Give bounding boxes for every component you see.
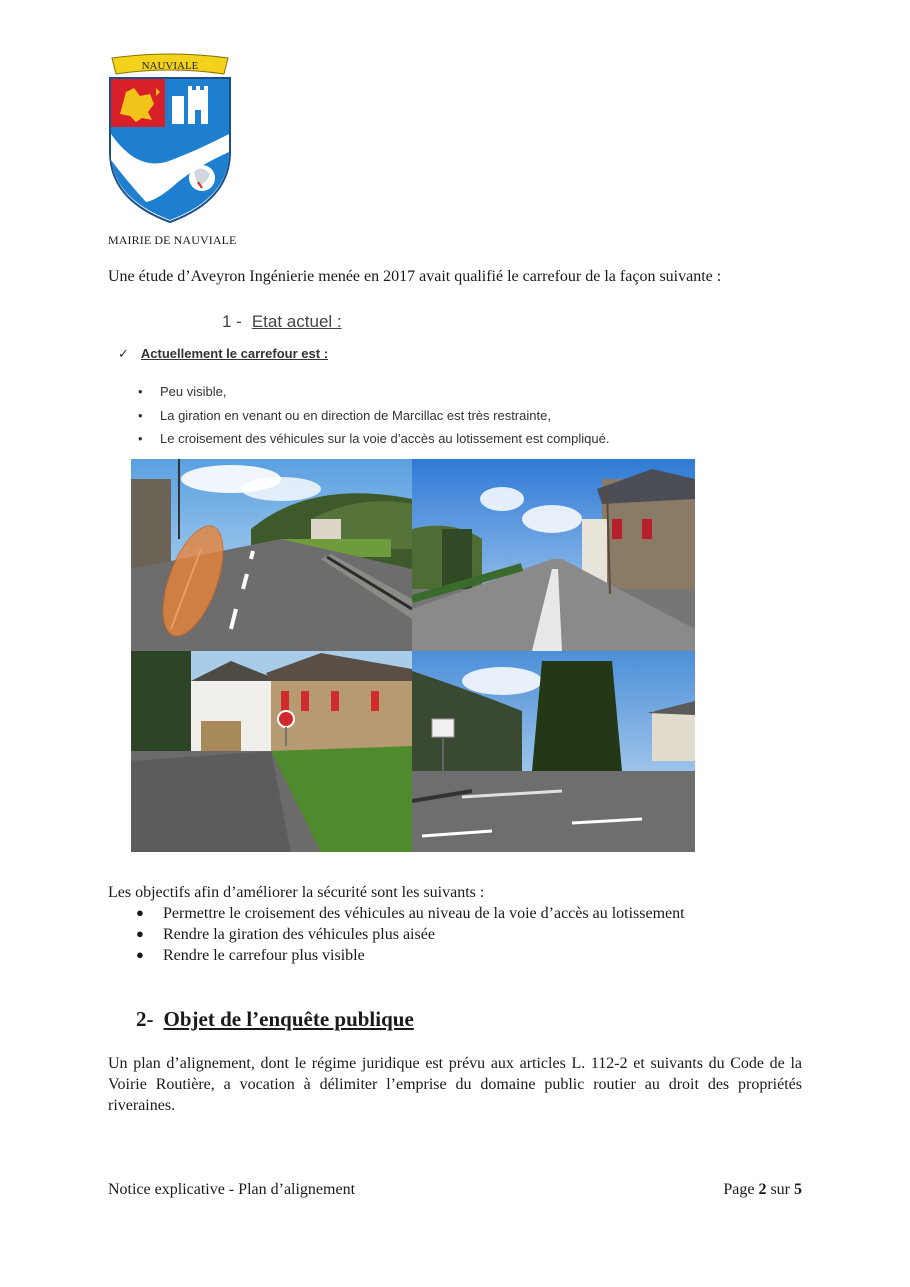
nauviale-coat-of-arms-logo xyxy=(106,52,234,224)
figure-bullet xyxy=(138,384,226,399)
objective-item xyxy=(136,905,685,923)
objective-item xyxy=(136,947,365,965)
section-heading xyxy=(136,1007,414,1032)
figure-bullet-text: La giration en venant ou en direction de Marcillac est très restrainte, xyxy=(160,408,551,423)
figure-label-row xyxy=(118,346,328,362)
photo-road-junction-highlighted xyxy=(131,459,412,651)
bullet-icon: • xyxy=(138,408,143,423)
figure-number: 1 - xyxy=(222,312,242,331)
figure-bullet xyxy=(138,431,609,446)
checkmark-icon: ✓ xyxy=(118,346,129,361)
section-title: Objet de l’enquête publique xyxy=(163,1007,414,1031)
bullet-icon: ● xyxy=(136,905,144,920)
bullet-icon: ● xyxy=(136,926,144,941)
figure-bullet-text: Peu visible, xyxy=(160,384,227,399)
objective-text: Rendre la giration des véhicules plus aisée xyxy=(163,926,435,943)
photo-houses-with-stop-sign xyxy=(131,651,412,852)
mairie-label: MAIRIE DE NAUVIALE xyxy=(108,233,237,247)
figure-bullet-text: Le croisement des véhicules sur la voie d’accès au lotissement est compliqué. xyxy=(160,431,610,446)
figure-bullet xyxy=(138,408,551,423)
page-current: 2 xyxy=(758,1181,767,1198)
logo-banner-text: NAUVIALE xyxy=(141,60,199,72)
objectives-intro: Les objectifs afin d’améliorer la sécurité sont les suivants : xyxy=(108,884,485,901)
page-separator: sur xyxy=(770,1181,790,1198)
body-paragraph: Un plan d’alignement, dont le régime juridique est prévu aux articles L. 112-2 et suivants du Code de la Voirie Routière, a vocation à délimiter l’emprise du domaine public routier au droit des propriétés riveraines. xyxy=(108,1055,802,1114)
figure-label: Actuellement le carrefour est : xyxy=(140,346,329,361)
bullet-icon: • xyxy=(138,384,143,399)
intro-text: Une étude d’Aveyron Ingénierie menée en 2017 avait qualifié le carrefour de la façon suivante : xyxy=(108,268,722,285)
objective-text: Rendre le carrefour plus visible xyxy=(163,947,365,964)
page-prefix: Page xyxy=(723,1181,755,1198)
footer-page-number xyxy=(640,1181,802,1199)
objective-item xyxy=(136,926,435,944)
section-number: 2- xyxy=(136,1007,154,1031)
footer-document-title: Notice explicative - Plan d’alignement xyxy=(108,1181,356,1198)
figure-title: Etat actuel : xyxy=(251,312,342,331)
photo-road-toward-village xyxy=(412,459,695,651)
page-total: 5 xyxy=(794,1181,802,1198)
bullet-icon: • xyxy=(138,431,143,446)
figure-heading xyxy=(222,312,342,332)
photo-junction-and-trees xyxy=(412,651,695,852)
objective-text: Permettre le croisement des véhicules au niveau de la voie d’accès au lotissement xyxy=(163,905,685,922)
bullet-icon: ● xyxy=(136,947,144,962)
